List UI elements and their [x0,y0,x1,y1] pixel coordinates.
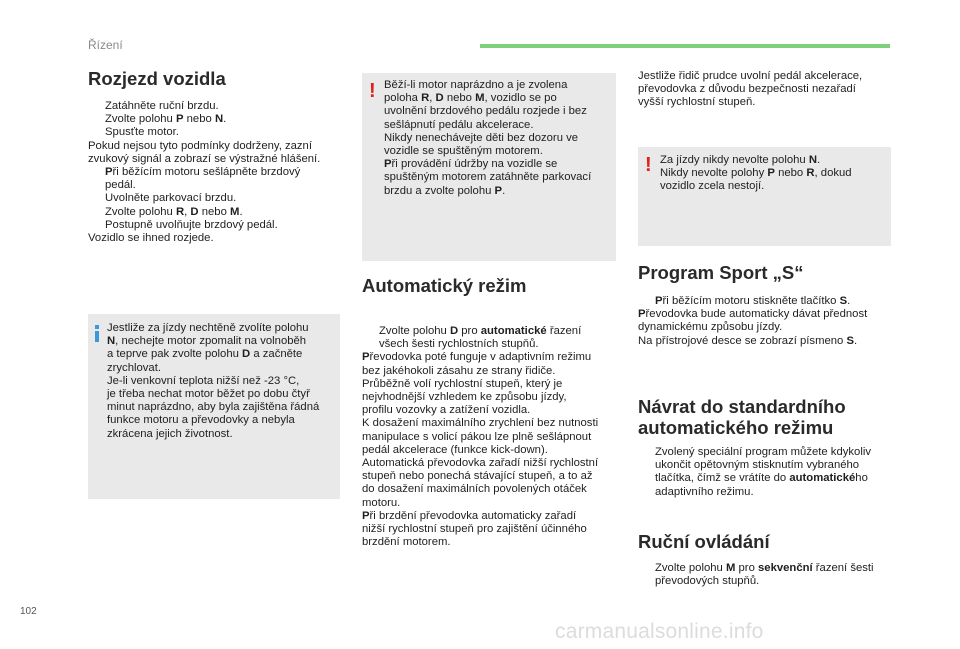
title-program-sport: Program Sport „S“ [638,262,804,283]
text-line: Automatická převodovka zařadí nižší rychlostní [362,457,599,470]
text-line: Za jízdy nikdy nevolte polohu N. [660,154,821,166]
text-line: ukončit opětovným stisknutím vybraného [638,459,900,472]
text-line: Je-li venkovní teplota nižší než -23 °C, [107,374,300,387]
text-line: manipulace s volicí pákou lze plně sešlápnout [362,430,592,443]
bullet-arrow-icon [88,166,105,179]
title-navrat-line-1: Návrat do standardního [638,396,846,417]
text-line: Spusťte motor. [88,126,348,139]
rucni-ovladani-text [638,562,900,588]
bullet-arrow-icon [88,219,105,232]
text-line: motoru. [362,496,401,509]
text-line: vyšší rychlostní stupeň. [638,96,756,109]
text-line: minut naprázdno, aby byla zajištěna řádná [107,401,320,414]
text-line: Jestliže řidič prudce uvolní pedál akcelerace, [638,70,863,82]
bullet-arrow-icon [88,100,105,113]
text-line: Nikdy nevolte polohy P nebo R, dokud [660,167,852,180]
text-line: Zvolte polohu M pro sekvenční řazení šesti [638,562,900,575]
program-sport-text [638,295,900,348]
info-icon-stem [95,331,98,342]
text-line: Převodovka bude automaticky dávat přednost [638,308,868,321]
text-line: Vozidlo se ihned rozjede. [88,232,214,245]
bullet-arrow-icon [638,562,655,575]
text-line: nižší rychlostní stupeň pro zajištění účinného [362,523,587,536]
text-line: Zvolte polohu D pro automatické řazení [362,325,622,338]
info-box-text [107,322,337,441]
text-line: brzdění motorem. [362,536,451,549]
text-line: Převodovka poté funguje v adaptivním režimu [362,351,592,364]
text-line: do dosažení maximálních povolených otáček [362,483,587,496]
page-number: 102 [20,606,37,617]
text-line: stupeň nebo ponechá stávající stupeň, a to až [362,470,593,483]
text-line: adaptivního režimu. [638,486,900,499]
text-line: vozidle se spuštěným motorem. [384,145,543,158]
text-line: Při brzdění převodovka automaticky zařadí [362,509,577,522]
bullet-arrow-icon [362,338,379,351]
text-line: Zvolte polohu P nebo N. [88,113,348,126]
title-automaticky-rezim: Automatický režim [362,275,527,296]
text-line: Při běžícím motoru stiskněte tlačítko S. [638,295,900,308]
text-line: uvolnění brzdového pedálu rozjede i bez [384,105,587,118]
bullet-arrow-icon [638,472,655,485]
warning-box-engine [362,73,616,261]
title-rucni-ovladani: Ruční ovládání [638,531,770,552]
text-line: je třeba nechat motor běžet po dobu čtyř [107,388,310,401]
warning-box-engine-text [384,79,614,198]
text-line: profilu vozovky a zatížení vozidla. [362,404,531,417]
text-line: pedál. [88,179,348,192]
text-line: Postupně uvolňujte brzdový pedál. [88,219,348,232]
text-line: Pokud nejsou tyto podmínky dodrženy, zazní [88,139,312,152]
title-navrat-line-2: automatického režimu [638,417,834,438]
title-rozjezd-vozidla: Rozjezd vozidla [88,68,226,89]
text-line: zvukový signál a zobrazí se výstražné hlášení. [88,152,321,165]
bullet-arrow-icon [362,325,379,338]
text-line: Zatáhněte ruční brzdu. [88,100,348,113]
text-line: tlačítka, čímž se vrátíte do automatického [638,472,900,485]
navrat-text [638,446,900,499]
text-line: Při běžícím motoru sešlápněte brzdový [88,166,348,179]
automaticky-rezim-text [362,325,622,549]
text-line: a teprve pak zvolte polohu D a začněte [107,348,303,361]
bullet-arrow-icon [88,192,105,205]
text-line: sešlápnutí pedálu akcelerace. [384,118,534,131]
text-line: Nikdy nenechávejte děti bez dozoru ve [384,131,579,144]
header-accent-rule [480,44,890,48]
warning-icon: ! [645,154,652,176]
bullet-arrow-icon [638,575,655,588]
watermark: carmanualsonline.info [555,620,764,643]
text-line: dynamickému způsobu jízdy. [638,321,783,334]
bullet-arrow-icon [638,486,655,499]
text-line: všech šesti rychlostních stupňů. [362,338,622,351]
text-line: Zvolte polohu R, D nebo M. [88,206,348,219]
kick-down-note [638,70,898,110]
warning-box-gears-text [660,154,888,194]
text-line: převodovka z důvodu bezpečnosti nezařadí [638,83,856,96]
text-line: pedál akcelerace (funkce kick-down). [362,443,548,456]
text-line: Při provádění údržby na vozidle se [384,158,558,171]
text-line: K dosažení maximálního zrychlení bez nutnosti [362,417,599,430]
text-line: Na přístrojové desce se zobrazí písmeno S. [638,334,858,347]
bullet-arrow-icon [88,179,105,192]
text-line: brzdu a zvolte polohu P. [384,184,506,197]
section-label: Řízení [88,38,123,52]
bullet-arrow-icon [638,295,655,308]
bullet-arrow-icon [638,459,655,472]
text-line: zkrácena jejich životnost. [107,427,233,440]
rozjezd-text [88,100,348,245]
text-line: bez jakéhokoli zásahu ze strany řidiče. [362,364,556,377]
info-icon [95,325,99,329]
warning-icon: ! [369,80,376,102]
bullet-arrow-icon [88,126,105,139]
text-line: vozidlo zcela nestojí. [660,180,765,193]
text-line: zrychlovat. [107,361,161,374]
text-line: N, nechejte motor zpomalit na volnoběh [107,335,307,348]
text-line: nejvhodnější vzhledem ke způsobu jízdy, [362,391,567,404]
text-line: Jestliže za jízdy nechtěně zvolíte polohu [107,322,309,334]
bullet-arrow-icon [88,113,105,126]
info-box [88,314,340,499]
text-line: Uvolněte parkovací brzdu. [88,192,348,205]
bullet-arrow-icon [638,446,655,459]
text-line: spuštěným motorem zatáhněte parkovací [384,171,592,184]
text-line: Běží-li motor naprázdno a je zvolena [384,79,568,91]
text-line: funkce motoru a převodovky a nebyla [107,414,295,427]
text-line: poloha R, D nebo M, vozidlo se po [384,92,557,105]
warning-box-gears [638,147,891,246]
text-line: převodových stupňů. [638,575,900,588]
bullet-arrow-icon [88,206,105,219]
text-line: Průběžně volí rychlostní stupeň, který je [362,377,563,390]
text-line: Zvolený speciální program můžete kdykoliv [638,446,900,459]
